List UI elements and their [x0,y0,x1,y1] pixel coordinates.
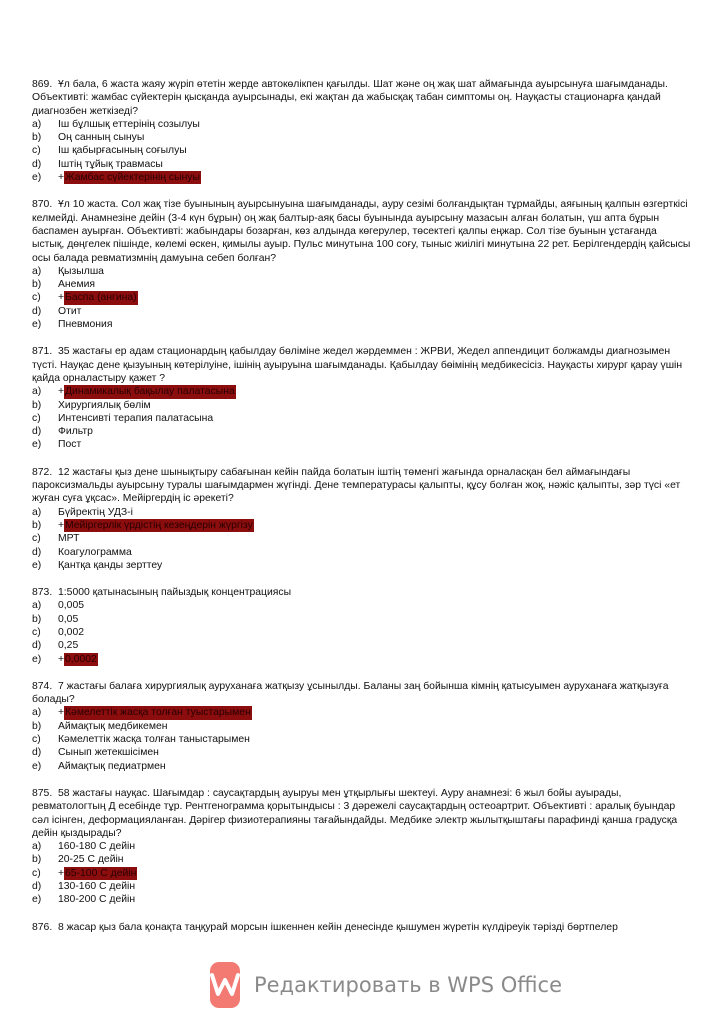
option-letter: e) [32,894,42,906]
question-number: 871. [32,346,53,358]
question-text: 35 жастағы ер адам стационардың қабылдау бөліміне жедел жәрдеммен : ЖРВИ, Жедел аппендицит болжамды диагнозымен түсті. Науқас дене қызуының көтерілуіне, ішінің ауыруына шағымданады. Қабылдау бөімінің медбикесісіз. Науқасты хирург қарау үшін қайда орналастыру қажет ? [32,346,683,384]
option-letter: c) [32,867,41,879]
question-block [32,921,692,934]
option-letter: d) [32,546,42,558]
option-text: Хирургиялық бөлім [58,399,151,411]
question-number: 870. [32,199,53,211]
answer-option [32,399,692,412]
option-text: Сынып жетекшісімен [58,747,159,759]
question-stem [32,466,692,506]
answer-option [32,158,692,171]
option-text: Аймақтық педиатрмен [58,760,166,772]
answer-option [32,613,692,626]
option-letter: b) [32,399,42,411]
answer-option-correct [32,171,692,184]
answer-option-correct [32,706,692,719]
highlighted-answer-text: Динамикалық бақылау палатасына [65,386,235,398]
option-letter: d) [32,158,42,170]
option-letter: c) [32,734,41,746]
answer-options [32,118,692,184]
answer-option-correct [32,653,692,666]
answer-option [32,118,692,131]
option-letter: c) [32,145,41,157]
question-stem [32,586,692,599]
question-stem [32,680,692,707]
option-text: Аймақтық медбикемен [58,720,168,732]
option-text: 0,002 [58,626,85,638]
answer-option [32,880,692,893]
answer-option-correct [32,385,692,398]
option-text: Коагулограмма [58,546,132,558]
option-letter: b) [32,279,42,291]
answer-option [32,305,692,318]
option-letter: d) [32,881,42,893]
answer-option [32,144,692,157]
option-text: 180-200 С дейін [58,894,136,906]
correct-mark: + [58,172,65,184]
question-block [32,787,692,907]
highlighted-answer-text: 0,0002 [65,653,97,665]
answer-option [32,265,692,278]
question-block [32,345,692,451]
answer-option [32,840,692,853]
option-text: Анемия [58,279,96,291]
answer-option [32,626,692,639]
option-text: МРТ [58,533,80,545]
option-text: Оң санның сынуы [58,132,145,144]
wps-edit-banner[interactable] [210,962,563,1008]
option-text: Кәмелеттік жасқа толған таныстарымен [58,734,250,746]
option-letter: c) [32,533,41,545]
option-letter: d) [32,640,42,652]
option-letter: b) [32,132,42,144]
option-text: Қантқа қанды зерттеу [58,559,163,571]
option-text: Пневмония [58,319,113,331]
answer-option [32,733,692,746]
option-letter: a) [32,265,42,277]
option-letter: a) [32,118,42,130]
answer-option [32,506,692,519]
question-number: 876. [32,921,53,933]
option-text: Интенсивті терапия палатасына [58,412,214,424]
answer-option [32,278,692,291]
highlighted-answer-text: Мейіргерлік үрдістің кезеңдерін жүргізу [65,519,253,531]
answer-option [32,425,692,438]
option-letter: b) [32,720,42,732]
option-text: Іш қабырғасының соғылуы [58,145,187,157]
correct-mark: + [58,867,65,879]
option-text: 160-180 С дейін [58,841,136,853]
answer-options [32,706,692,772]
answer-options [32,599,692,665]
wps-edit-label[interactable]: Редактировать в WPS Office [254,973,563,997]
correct-mark: + [58,707,65,719]
question-number: 875. [32,787,53,799]
option-letter: b) [32,613,42,625]
question-text: Ұл 10 жаста. Сол жақ тізе буынының ауырсынуына шағымданады, ауру сезімі болғандықтан тұрмайды, аяғының қалпын өзгерткісі келмейді. Анамнезіне дейін (3-4 күн бұрын) оң жақ балтыр-аяқ басы буынында ауырсыну мазасын алған болатын, үш апта бұрын баспамен ауырған. Объективті: жабындары бозарған, көз алдында көгерулер, төсектегі қалпы еңжар. Сол тізе буынын ұстағанда ыстық, дөңгелек пішінде, көлемі өскен, қимылы ауыр. Пульс минутына 100 соғу, тыныс жиілігі минутына 22 рет. Берілгендердің қайсысы осы балада ревматизмнің дамуына себеп болған? [32,199,691,264]
option-text: Отит [58,305,82,317]
option-text: Іш бұлшық еттерінің созылуы [58,118,200,130]
highlighted-answer-text: Жамбас сүйектерінің сынуы [65,172,200,184]
question-stem [32,921,692,934]
option-text: 0,25 [58,640,79,652]
option-letter: b) [32,519,42,531]
answer-option-correct [32,867,692,880]
answer-option [32,131,692,144]
answer-option [32,746,692,759]
highlighted-answer-text: 65-100 С дейін [65,867,137,879]
question-text: 7 жастағы балаға хирургиялық ауруханаға жатқызу ұсынылды. Баланы заң бойынша кімнің қатысуымен ауруханаға жатқызуға болады? [32,680,669,706]
option-letter: e) [32,319,42,331]
question-text: 12 жастағы қыз дене шынықтыру сабағынан кейін пайда болатын іштің төменгі жағында орналасқан бел аймағындағы пароксизмальды ауырсыну туралы шағымдармен жүгінді. Дене температурасы қалыпты, құсу болған жоқ, нәжіс қалыпты, зәр түсі «ет жуған суға ұқсас». Мейіргердің іс әрекеті? [32,466,681,505]
option-letter: d) [32,426,42,438]
option-letter: e) [32,653,42,665]
option-text: 0,05 [58,613,79,625]
question-block [32,680,692,773]
option-letter: a) [32,386,42,398]
answer-option [32,599,692,612]
option-letter: e) [32,172,42,184]
answer-option-correct [32,291,692,304]
answer-option [32,559,692,572]
answer-options [32,840,692,906]
correct-mark: + [58,292,65,304]
option-letter: a) [32,841,42,853]
question-stem [32,345,692,385]
wps-w-glyph [210,972,240,998]
option-letter: a) [32,506,42,518]
answer-option [32,412,692,425]
answer-option [32,760,692,773]
document-page [32,78,692,948]
option-text: Бүйректің УДЗ-і [58,506,133,518]
highlighted-answer-text: Баспа (ангина) [65,292,137,304]
option-letter: c) [32,626,41,638]
option-letter: e) [32,760,42,772]
wps-logo-icon[interactable] [210,962,240,1008]
answer-options [32,506,692,572]
answer-option [32,318,692,331]
answer-option [32,639,692,652]
question-text: 1:5000 қатынасының пайыздық концентрациясы [58,587,292,599]
option-letter: e) [32,439,42,451]
answer-option [32,720,692,733]
question-stem [32,198,692,264]
option-text: 0,005 [58,600,85,612]
answer-options [32,385,692,451]
answer-option [32,893,692,906]
correct-mark: + [58,653,65,665]
option-text: Қызылша [58,265,104,277]
option-letter: d) [32,747,42,759]
answer-option [32,546,692,559]
question-text: 58 жастағы науқас. Шағымдар : саусақтардың ауыруы мен ұтқырлығы шектеуі. Ауру анамнезі: 6 жыл бойы ауырады, ревматологтың Д есебінде тұр. Рентгенограмма қорытындысы : 3 дәрежелі саусақтардың остеоартрит. Объективті : аралық буындар сәл ісінген, деформацияланған. Дәрігер физиотерапияны тағайындайды. Медбике электр жылытқыштағы парафинді қанша градусқа дейін қыздырады? [32,787,678,839]
highlighted-answer-text: Кәмелеттік жасқа толған туыстарымен [65,707,251,719]
answer-option [32,438,692,451]
option-letter: a) [32,707,42,719]
question-number: 874. [32,680,53,692]
option-text: 20-25 С дейін [58,854,124,866]
option-text: Іштің тұйық травмасы [58,158,163,170]
answer-option [32,853,692,866]
option-letter: c) [32,292,41,304]
option-text: 130-160 С дейін [58,881,136,893]
question-number: 873. [32,587,53,599]
answer-option [32,532,692,545]
option-letter: c) [32,412,41,424]
correct-mark: + [58,386,65,398]
option-text: Пост [58,439,82,451]
option-letter: b) [32,854,42,866]
question-number: 869. [32,79,53,90]
question-text: Ұл бала, 6 жаста жаяу жүріп өтетін жерде автокөлікпен қағылды. Шат және оң жақ шат аймағында ауырсынуға шағымданады. Объективті: жамбас сүйектерін қысқанда ауырсынады, екі жақтан да жабысқақ табан симптомы оң. Науқасты стационарға қандай диагнозбен жеткізеді? [32,79,668,117]
answer-option-correct [32,519,692,532]
correct-mark: + [58,519,65,531]
option-letter: e) [32,559,42,571]
question-stem [32,78,692,118]
question-block [32,78,692,184]
question-block [32,466,692,572]
option-text: Фильтр [58,426,93,438]
answer-options [32,265,692,331]
option-letter: d) [32,305,42,317]
question-block [32,198,692,331]
question-stem [32,787,692,840]
question-text: 8 жасар қыз бала қонақта таңқурай морсын ішкеннен кейін денесінде қышумен жүретін күлдіреуік тәрізді бөртпелер [58,921,618,933]
option-letter: a) [32,600,42,612]
question-number: 872. [32,466,53,478]
question-block [32,586,692,666]
